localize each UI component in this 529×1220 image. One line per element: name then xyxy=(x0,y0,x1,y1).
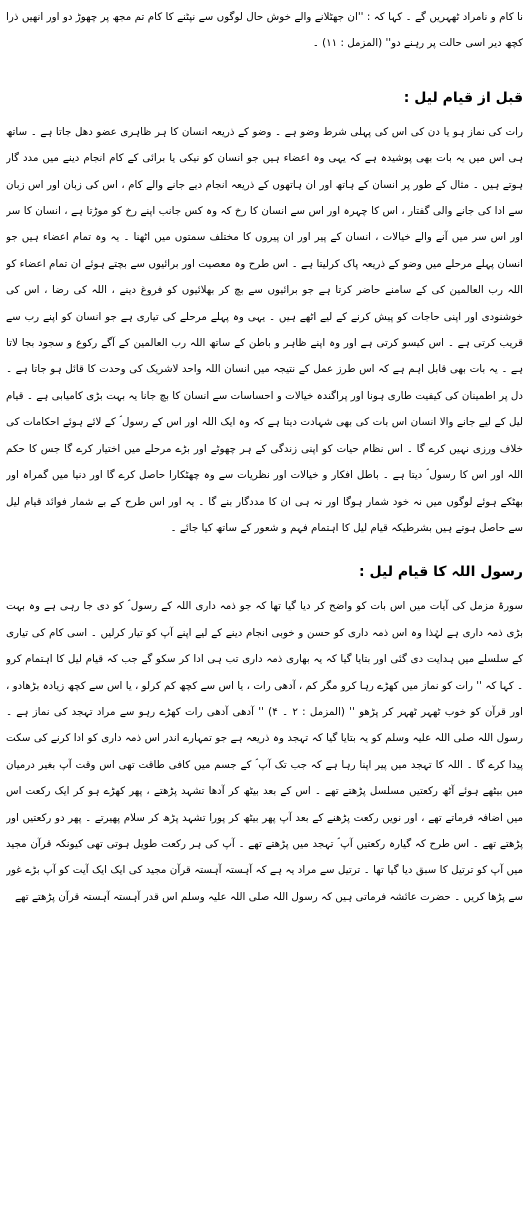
section-heading-prophet-night-prayer: رسول اللہ کا قیام لیل : xyxy=(359,564,523,581)
intro-paragraph: نا کام و نامراد ٹھہریں گے ۔ کہا کہ : ''ان جھٹلانے والے خوش حال لوگوں سے نپٹنے کا کام تم مجھ پر چھوڑ دو اور انھیں ذرا کچھ دیر اسی حالت پر رہنے دو'' (المزمل : ۱۱) ۔ xyxy=(6,11,523,50)
document-page xyxy=(6,4,523,1216)
section-heading-before-night-prayer: قبل از قیام لیل : xyxy=(403,89,523,106)
section-paragraph-before-night-prayer: رات کی نماز ہو یا دن کی اس کی پہلی شرط وضو ہے ۔ وضو کے ذریعہ انسان کا ہر ظاہری عضو دھل جاتا ہے ۔ ساتھ ہی اس میں یہ بات بھی پوشیدہ ہے کہ یہی وہ اعضاء ہیں جو انسان کو نیکی یا برائی کے کام انجام دینے میں مدد گار ہوتے ہیں ۔ مثال کے طور پر انسان کے ہاتھ اور ان ہاتھوں کے ذریعہ انجام دیے جانے والے کام ، اس کی زبان اور اس زبان سے ادا کی جانے والی گفتار ، اس کا چہرہ اور اس سے انسان کا رخ کہ وہ کس جانب اپنے رخ کو موڑتا ہے ، انسان کا سر اور اس سر میں آنے والے خیالات ، انسان کے پیر اور ان پیروں کا مختلف سمتوں میں اٹھنا ۔ یہ وہ تمام اعضاء ہیں جو انسان پہلے مرحلے میں وضو کے ذریعہ پاک کرلیتا ہے ۔ اس طرح وہ معصیت اور برائیوں سے بچتے ہوئے ان تمام اعضاء کو اللہ رب العالمین کی کے سامنے حاضر کرتا ہے جو برائیوں سے بچ کر بھلائیوں کو فروغ دینے ، اللہ کی رضا ، اس کی خوشنودی اور اپنی حاجات کو پیش کرنے کے لیے اٹھے ہیں ۔ یہی وہ پہلے مرحلے کی تیاری ہے جو انسان کو اپنے رب سے قریب کرتی ہے ۔ اس کیسو کرتی ہے اور وہ اپنے ظاہر و باطن کے ساتھ اللہ رب العالمین کے آگے رکوع و سجود بجا لاتا ہے ۔ یہ بات بھی قابل اہم ہے کہ اس طرز عمل کے نتیجہ میں انسان اللہ واحد لاشریک کی وحدت کا قائل ہو جاتا ہے ۔ دل پر اطمینان کی کیفیت طاری ہونا اور پراگندہ خیالات و احساسات سے انسان کا بچ جانا یہ بہت بڑی کامیابی ہے ۔ قیام لیل کے لیے جانے والا انسان اس بات کی بھی شہادت دیتا ہے کہ وہ ایک اللہ اور اس کے رسول ؐ کے لائے ہوئے احکامات کی خلاف ورزی نہیں کرے گا ۔ اس نظام حیات کو اپنی زندگی کے ہر چھوٹے اور بڑے مرحلے میں اختیار کرے گا جس کا حکم اللہ اور اس کا رسول ؐ دیتا ہے ۔ باطل افکار و خیالات اور نظریات سے وہ چھٹکارا حاصل کرے گا اور دنیا میں گمراہ اور بھٹکے ہوئے لوگوں میں نہ خود شمار ہوگا اور نہ ہی ان کا مددگار بنے گا ۔ یہ اور اس طرح کے بے شمار فوائد قیام لیل سے حاصل ہوتے ہیں بشرطیکہ قیام لیل کا اہتمام فہم و شعور کے ساتھ کیا جائے ۔ xyxy=(6,125,523,534)
section-paragraph-prophet-night-prayer: سورۃ مزمل کی آیات میں اس بات کو واضح کر دیا گیا تھا کہ جو ذمہ داری اللہ کے رسول ؐ کو دی جا رہی ہے وہ بہت بڑی ذمہ داری ہے لہٰذا وہ اس ذمہ داری کو حسن و خوبی انجام دینے کے لیے اپنے آپ کو تیار کرلیں ۔ اسی کام کی تیاری کے سلسلے میں ہدایت دی گئی اور بتایا گیا کہ یہ بھاری ذمہ داری تب ہی ادا کر سکو گے جب کہ قیام لیل کا اہتمام کرو ۔ کہا کہ '' رات کو نماز میں کھڑے رہا کرو مگر کم ، آدھی رات ، یا اس سے کچھ کم کرلو ، یا اس سے کچھ زیادہ بڑھادو ، اور قرآن کو خوب ٹھہر ٹھہر کر پڑھو '' (المزمل : ۲ ۔ ۴) '' آدھی آدھی رات کھڑے رہو سے مراد تہجد کی نماز ہے ۔ رسول اللہ صلی اللہ علیہ وسلم کو یہ بتایا گیا کہ تہجد وہ ذریعہ ہے جو تمہارے اندر اس ذمہ داری کو ادا کرنے کی سکت پیدا کرے گا ۔ اللہ کا تہجد میں پیر اپنا رہا ہے کہ جب تک آپ ؐ کے جسم میں کافی طاقت تھی اس وقت آپ بغیر درمیان میں بیٹھے ہوئے آٹھ رکعتیں مسلسل پڑھتے تھے ۔ اس کے بعد بیٹھ کر آدھا تشہد پڑھتے ، پھر کھڑے ہو کر ایک رکعت اس میں اضافہ فرماتے تھے ، اور نویں رکعت پڑھنے کے بعد آپ پھر بیٹھ کر پورا تشہد پڑھ کر سلام پھیرتے ۔ پھر دو رکعتیں اور پڑھتے تھے ۔ اس طرح کہ گیارہ رکعتیں آپ ؐ تہجد میں پڑھتے تھے ۔ آپ کی ہر رکعت طویل ہوتی تھی کیونکہ قرآن مجید میں آپ کو ترتیل کا سبق دیا گیا تھا ۔ ترتیل سے مراد یہ ہے کہ آہستہ آہستہ قرآن مجید کی ایک ایک آیت کو آپ بڑے غور سے پڑھا کریں ۔ حضرت عائشہ فرماتی ہیں کہ رسول اللہ صلی اللہ علیہ وسلم اس قدر آہستہ آہستہ قرآن پڑھتے تھے xyxy=(6,600,523,903)
